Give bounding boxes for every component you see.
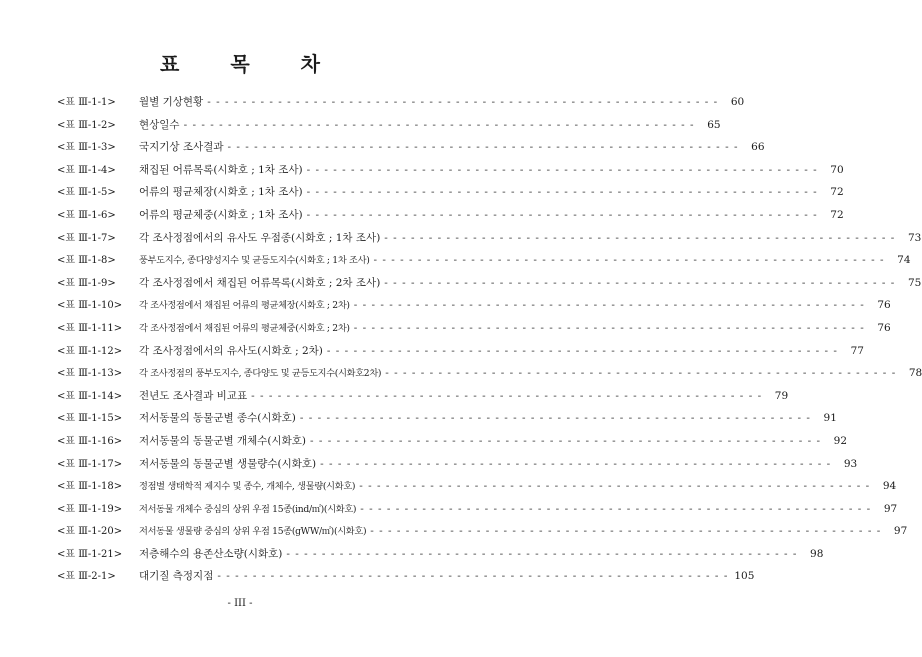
toc-entry-title: 어류의 평균체중(시화호 ; 1차 조사) xyxy=(139,208,303,221)
toc-entry-label: <표 Ⅲ-1-5> xyxy=(57,187,116,199)
toc-dot-leader xyxy=(217,570,728,582)
toc-entry-page: 78 xyxy=(908,367,922,380)
toc-entry-label: <표 Ⅲ-1-4> xyxy=(57,164,116,176)
toc-entry-page: 91 xyxy=(823,412,837,425)
toc-entry-label: <표 Ⅲ-1-16> xyxy=(57,435,123,447)
toc-entry-title: 정점별 생태학적 제지수 및 종수, 개체수, 생물량(시화호) xyxy=(139,481,356,493)
toc-dot-leader xyxy=(373,254,884,266)
toc-entry xyxy=(57,364,922,387)
toc-dot-leader xyxy=(384,232,895,244)
toc-entry-title: 각 조사정점에서 채집된 어류목록(시화호 ; 2차 조사) xyxy=(139,276,381,289)
toc-entry-title: 저서동물의 동물군별 생물량수(시화호) xyxy=(139,457,317,470)
toc-entry-page: 76 xyxy=(877,321,891,334)
toc-entry-label: <표 Ⅲ-1-15> xyxy=(57,413,123,425)
toc-entry-page: 105 xyxy=(734,570,755,583)
toc-dot-leader xyxy=(307,164,818,176)
toc-entry-title: 각 조사정점에서의 유사도(시화호 ; 2차) xyxy=(139,344,323,357)
toc-entry-page: 75 xyxy=(907,276,922,289)
toc-entry-page: 72 xyxy=(830,186,844,199)
toc-entry-page: 92 xyxy=(833,434,848,447)
toc-entry xyxy=(57,477,897,500)
toc-entry-title: 각 조사정점에서 채집된 어류의 평균체장(시화호 ; 2차) xyxy=(139,300,350,312)
toc-entry-label: <표 Ⅲ-1-19> xyxy=(57,503,123,515)
toc-dot-leader xyxy=(359,480,870,492)
toc-entry-label: <표 Ⅲ-1-3> xyxy=(57,142,116,154)
toc-entry-title: 각 조사정점에서 채집된 어류의 평균체중(시화호 ; 2차) xyxy=(139,322,350,334)
toc-dot-leader xyxy=(320,458,831,470)
toc-entry-page: 65 xyxy=(707,118,721,131)
toc-dot-leader xyxy=(385,367,896,379)
toc-entry-page: 79 xyxy=(774,389,789,402)
toc-entry xyxy=(57,274,922,297)
toc-entry-page: 73 xyxy=(907,231,922,244)
toc-dot-leader xyxy=(184,119,695,131)
page-title: 표 목 차 xyxy=(160,52,342,76)
toc-entry xyxy=(57,251,911,274)
toc-entry xyxy=(57,206,844,229)
toc-entry xyxy=(57,93,745,116)
toc-entry xyxy=(57,567,755,590)
toc-entry-label: <표 Ⅲ-1-10> xyxy=(57,300,123,312)
toc-entry-title: 저층해수의 용존산소량(시화호) xyxy=(139,547,283,560)
toc-entry xyxy=(57,455,858,478)
toc-dot-leader xyxy=(251,390,762,402)
toc-entry-label: <표 Ⅲ-1-18> xyxy=(57,481,123,493)
toc-entry-title: 어류의 평균체장(시화호 ; 1차 조사) xyxy=(139,186,303,199)
toc-entry-label: <표 Ⅲ-1-9> xyxy=(57,277,116,289)
toc-entry xyxy=(57,229,922,252)
toc-entry-label: <표 Ⅲ-1-7> xyxy=(57,232,116,244)
toc-entry xyxy=(57,545,824,568)
toc-entry xyxy=(57,183,844,206)
toc-entry-title: 채집된 어류목록(시화호 ; 1차 조사) xyxy=(139,163,303,176)
toc-entry-title: 전년도 조사결과 비교표 xyxy=(139,389,248,402)
toc-entry-label: <표 Ⅲ-1-8> xyxy=(57,255,116,267)
toc-dot-leader xyxy=(327,345,838,357)
toc-entry-label: <표 Ⅲ-1-14> xyxy=(57,390,123,402)
toc-dot-leader xyxy=(310,435,821,447)
toc-entry-page: 70 xyxy=(830,163,844,176)
toc-entry xyxy=(57,522,908,545)
toc-entry-label: <표 Ⅲ-1-21> xyxy=(57,548,123,560)
page-number-footer: - III - xyxy=(227,598,253,609)
toc-dot-leader xyxy=(300,412,811,424)
toc-entry-label: <표 Ⅲ-1-20> xyxy=(57,526,123,538)
toc-entry-title: 각 조사정점에서의 유사도 우점종(시화호 ; 1차 조사) xyxy=(139,231,381,244)
toc-entry-label: <표 Ⅲ-1-2> xyxy=(57,119,116,131)
toc-entry-label: <표 Ⅲ-1-17> xyxy=(57,458,123,470)
toc-entry xyxy=(57,342,864,365)
toc-entry-page: 97 xyxy=(893,525,908,538)
toc-entry-page: 77 xyxy=(850,344,864,357)
toc-entry-title: 국지기상 조사결과 xyxy=(139,141,224,154)
toc-entry xyxy=(57,138,765,161)
toc-entry xyxy=(57,319,891,342)
toc-entry-label: <표 Ⅲ-1-12> xyxy=(57,345,123,357)
toc-entry-page: 60 xyxy=(730,96,745,108)
toc-entry-title: 저서동물 생물량 중심의 상위 우점 15종(gWW/㎡)(시화호) xyxy=(139,526,367,538)
toc-entry-page: 94 xyxy=(882,480,897,493)
toc-entry-label: <표 Ⅲ-1-1> xyxy=(57,97,116,108)
toc-entry-title: 저서동물의 동물군별 종수(시화호) xyxy=(139,412,296,425)
toc-entry xyxy=(57,296,891,319)
toc-entry xyxy=(57,500,898,523)
toc-entry-label: <표 Ⅲ-1-13> xyxy=(57,368,123,380)
toc-entry-title: 풍부도지수, 종다양성지수 및 균등도지수(시화호 ; 1차 조사) xyxy=(139,255,370,267)
toc-dot-leader xyxy=(354,299,865,311)
toc-entry-title: 현상일수 xyxy=(139,118,180,131)
toc-entry-title: 저서동물의 동물군별 개체수(시화호) xyxy=(139,434,307,447)
toc-dot-leader xyxy=(207,96,718,108)
toc-entry xyxy=(57,409,837,432)
toc-entry xyxy=(57,432,848,455)
toc-entry-page: 66 xyxy=(751,141,765,154)
toc-entry xyxy=(57,116,721,139)
toc-dot-leader xyxy=(360,503,871,515)
toc-entry-page: 72 xyxy=(830,208,844,221)
toc-dot-leader xyxy=(286,548,797,560)
toc-entry-page: 93 xyxy=(843,457,858,470)
toc-entry-title: 저서동물 개체수 중심의 상위 우점 15종(ind/㎡)(시화호) xyxy=(139,503,357,515)
toc-entry-title: 대기질 측정지점 xyxy=(139,570,214,583)
toc-entry-label: <표 Ⅲ-1-11> xyxy=(57,322,123,334)
toc-entry-label: <표 Ⅲ-2-1> xyxy=(57,571,116,583)
toc-dot-leader xyxy=(354,322,865,334)
table-of-contents xyxy=(57,93,922,590)
toc-dot-leader xyxy=(307,186,818,198)
toc-entry xyxy=(57,387,789,410)
toc-dot-leader xyxy=(227,141,738,153)
toc-entry-page: 98 xyxy=(810,547,824,560)
toc-entry-label: <표 Ⅲ-1-6> xyxy=(57,209,116,221)
toc-dot-leader xyxy=(384,277,895,289)
toc-entry-title: 월별 기상현황 xyxy=(139,96,204,108)
toc-dot-leader xyxy=(307,209,818,221)
toc-entry xyxy=(57,161,844,184)
toc-entry-title: 각 조사정점의 풍부도지수, 종다양도 및 균등도지수(시화호2차) xyxy=(139,368,382,380)
toc-entry-page: 74 xyxy=(897,254,911,267)
toc-dot-leader xyxy=(370,525,881,537)
toc-entry-page: 76 xyxy=(877,299,891,312)
toc-entry-page: 97 xyxy=(883,502,898,515)
